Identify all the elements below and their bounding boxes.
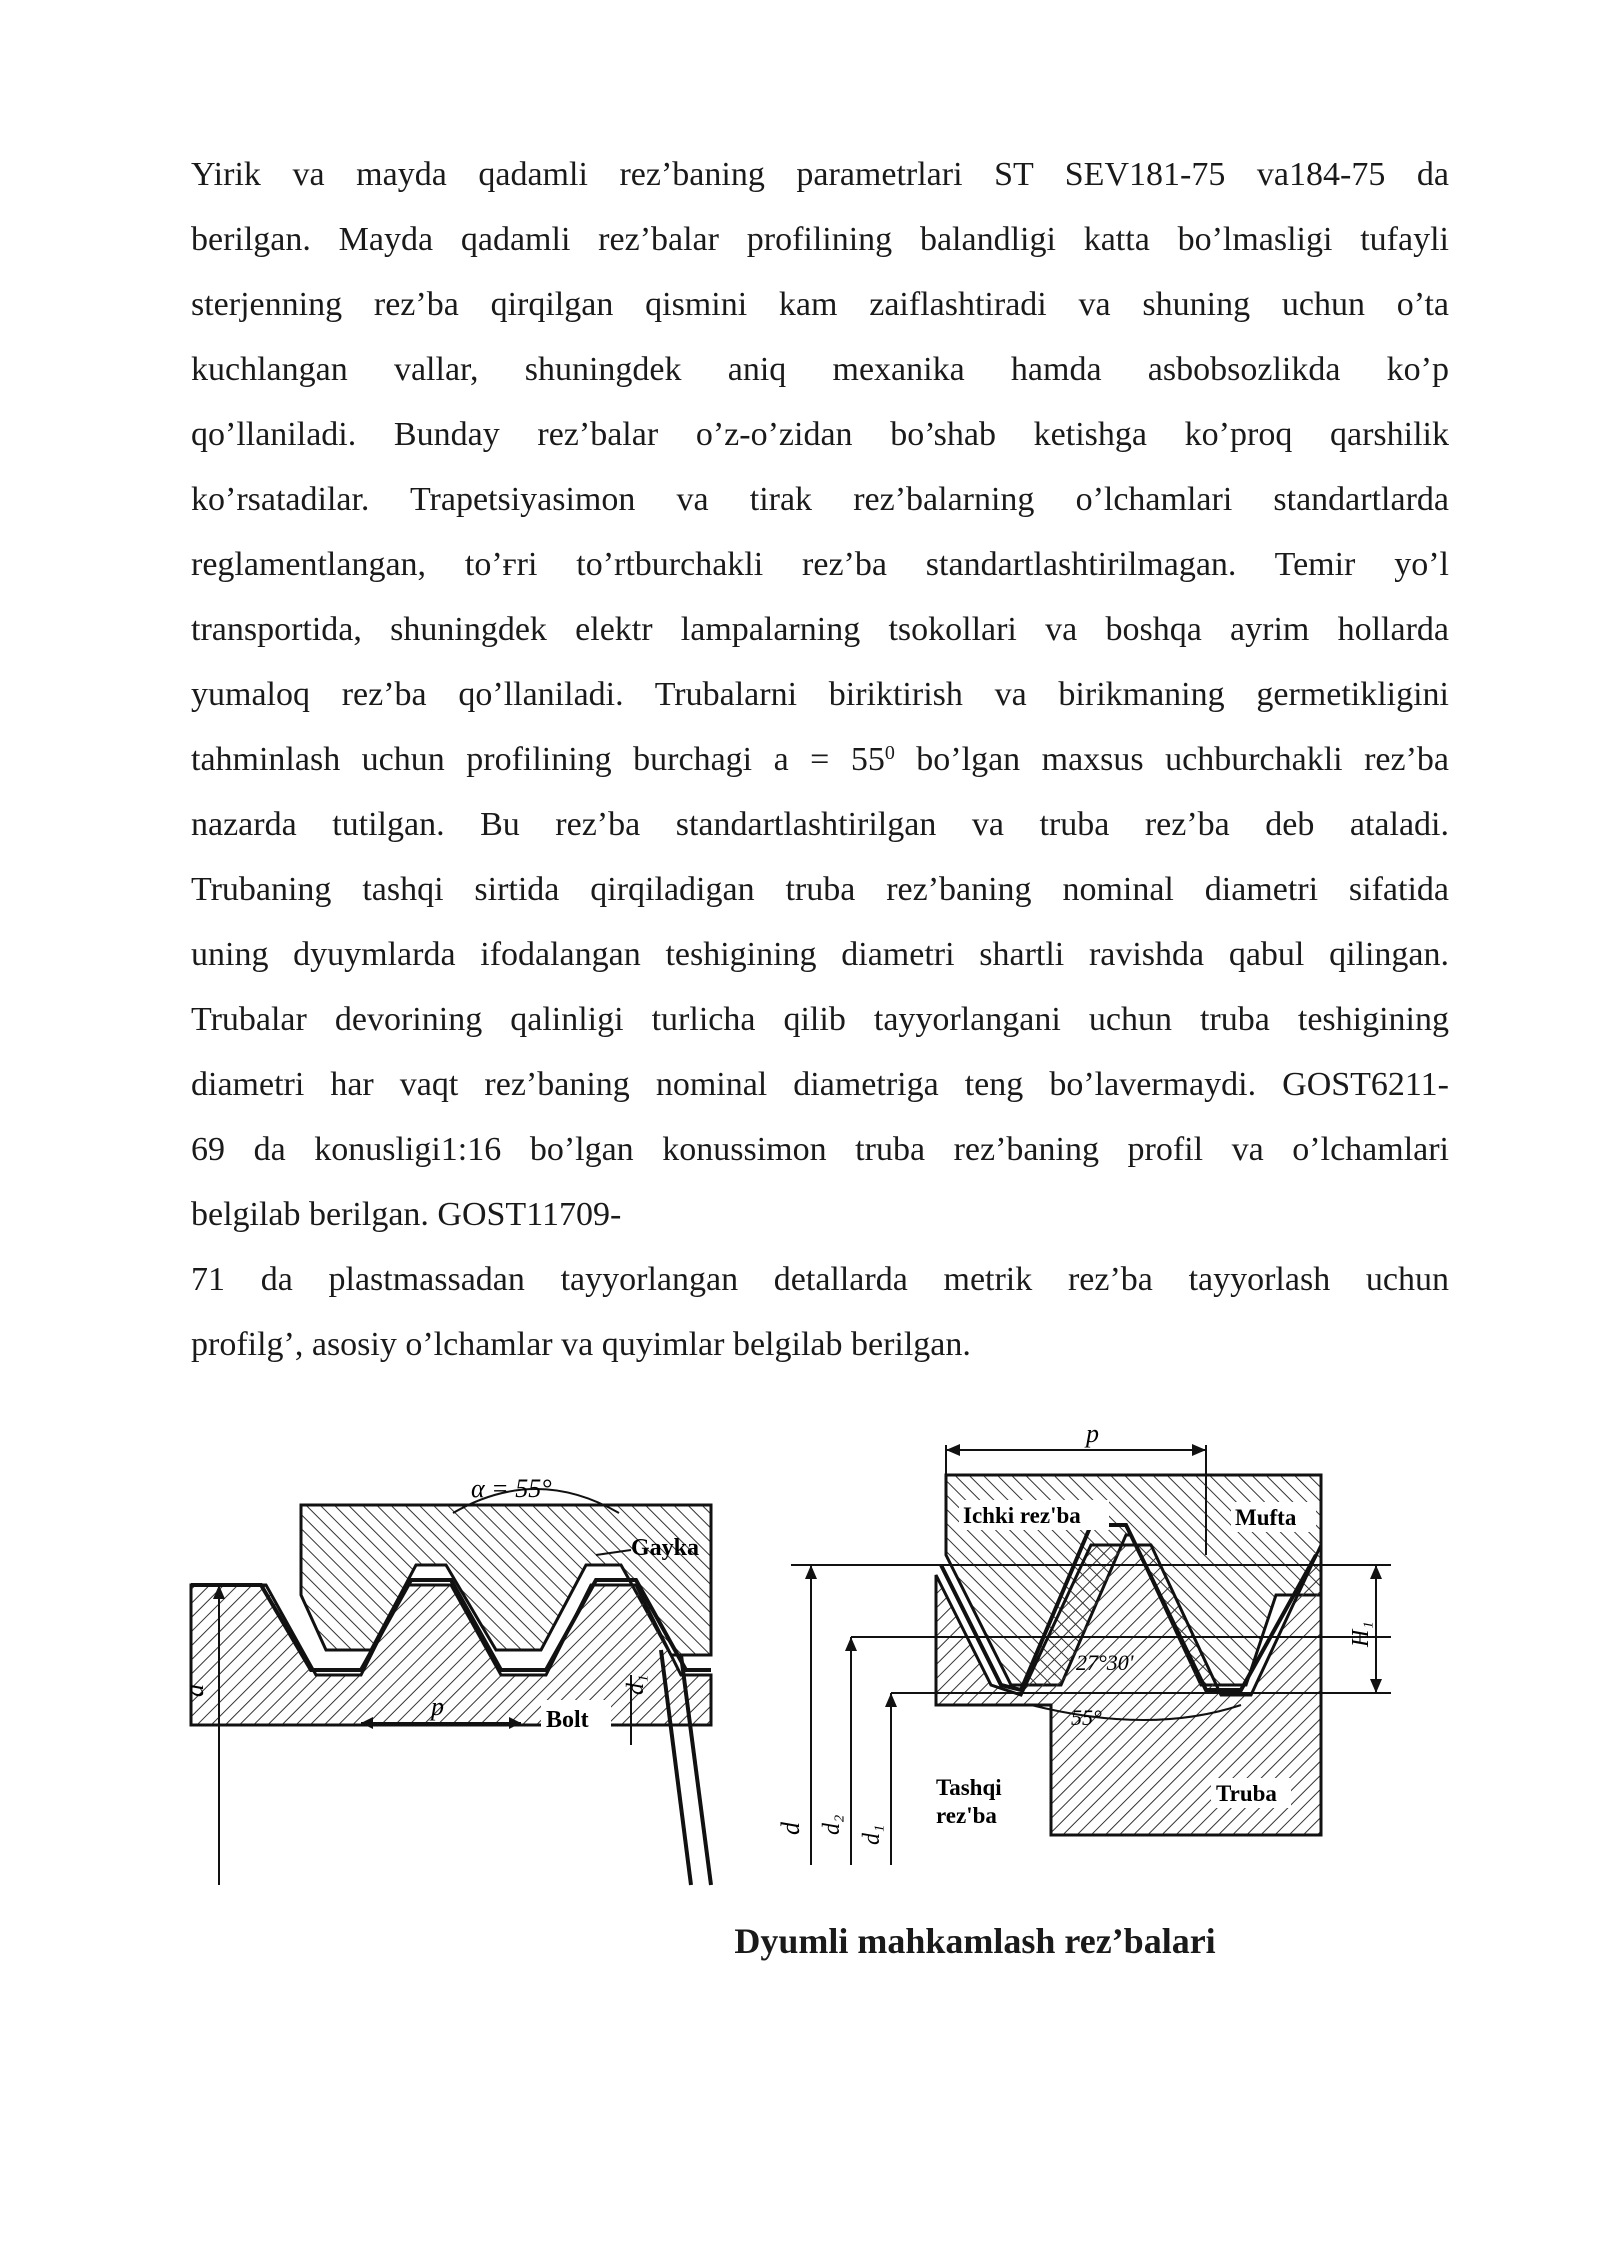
bolt-label: Bolt [546, 1707, 589, 1733]
text-fragment: tahminlash uchun profilining burchagi a = 55 [191, 741, 885, 778]
text-line: uning dyuymlarda ifodalangan teshigining diametri shartli ravishda qabul qilingan. [191, 936, 1449, 973]
outer-thread-label-2: rez'ba [936, 1803, 997, 1828]
dim-h1: H₁ [1348, 1621, 1374, 1647]
left-thread-diagram [180, 1474, 711, 1885]
dim-d2: d₂ [819, 1814, 845, 1835]
text-line: qo’llaniladi. Bunday rez’balar o’z-o’zidan bo’shab ketishga ko’proq qarshilik [191, 416, 1449, 453]
text-line: belgilab berilgan. GOST11709- [191, 1196, 622, 1233]
left-dim-d1: d₁ [623, 1674, 649, 1695]
text-line: berilgan. Mayda qadamli rez’balar profilining balandligi katta bo’lmasligi tufayli [191, 221, 1449, 258]
right-thread-diagram [776, 1419, 1391, 1865]
text-fragment: bo’lgan maxsus uchburchakli rez’ba [894, 741, 1450, 778]
nut-label: Gayka [631, 1535, 700, 1561]
body-text [191, 142, 1449, 1377]
dim-d: d [776, 1822, 805, 1835]
text-line: transportida, shuningdek elektr lampalarning tsokollari va boshqa ayrim hollarda [191, 611, 1449, 648]
thread-diagram [180, 1405, 1411, 1895]
dim-d1: d₁ [859, 1824, 885, 1845]
text-line: Trubalar devorining qalinligi turlicha qilib tayyorlangani uchun truba teshigining [191, 1001, 1449, 1038]
figure-caption: Dyumli mahkamlash rez’balari [734, 1921, 1216, 1961]
pipe-label: Truba [1216, 1781, 1277, 1806]
text-line [191, 727, 1449, 792]
half-angle-label: 27°30' [1076, 1650, 1134, 1675]
left-pitch-label: p [431, 1692, 444, 1721]
left-dim-a: a [180, 1684, 209, 1697]
text-line: 71 da plastmassadan tayyorlangan detallarda metrik rez’ba tayyorlash uchun [191, 1261, 1449, 1298]
superscript: 0 [884, 742, 895, 764]
text-line: 69 da konusligi1:16 bo’lgan konussimon truba rez’baning profil va o’lchamlari [191, 1131, 1449, 1168]
text-line: Trubaning tashqi sirtida qirqiladigan truba rez’baning nominal diametri sifatida [191, 871, 1449, 908]
text-line: kuchlangan vallar, shuningdek aniq mexanika hamda asbobsozlikda ko’p [191, 351, 1449, 388]
text-line: yumaloq rez’ba qo’llaniladi. Trubalarni biriktirish va birikmaning germetikligini [191, 676, 1449, 713]
text-line: ko’rsatadilar. Trapetsiyasimon va tirak rez’balarning o’lchamlari standartlarda [191, 481, 1449, 518]
inner-thread-label: Ichki rez'ba [963, 1503, 1081, 1528]
text-line: profilg’, asosiy o’lchamlar va quyimlar belgilab berilgan. [191, 1326, 971, 1363]
bolt-body [191, 1585, 711, 1725]
text-line: diametri har vaqt rez’baning nominal diametriga teng bo’lavermaydi. GOST6211- [191, 1066, 1449, 1103]
right-pitch-label: p [1086, 1419, 1099, 1448]
left-angle-label: α = 55° [471, 1474, 552, 1503]
thread-figure [180, 1405, 1411, 1895]
text-line: reglamentlangan, to’ғri to’rtburchakli rez’ba standartlashtirilmagan. Temir yo’l [191, 546, 1449, 583]
outer-thread-label-1: Tashqi [936, 1775, 1002, 1800]
text-line: nazarda tutilgan. Bu rez’ba standartlashtirilgan va truba rez’ba deb ataladi. [191, 806, 1449, 843]
coupling-label: Mufta [1235, 1505, 1297, 1530]
right-angle-label: 55° [1071, 1705, 1102, 1730]
text-line: Yirik va mayda qadamli rez’baning parametrlari ST SEV181-75 va184-75 da [191, 156, 1449, 193]
text-line: sterjenning rez’ba qirqilgan qismini kam zaiflashtiradi va shuning uchun o’ta [191, 286, 1449, 323]
